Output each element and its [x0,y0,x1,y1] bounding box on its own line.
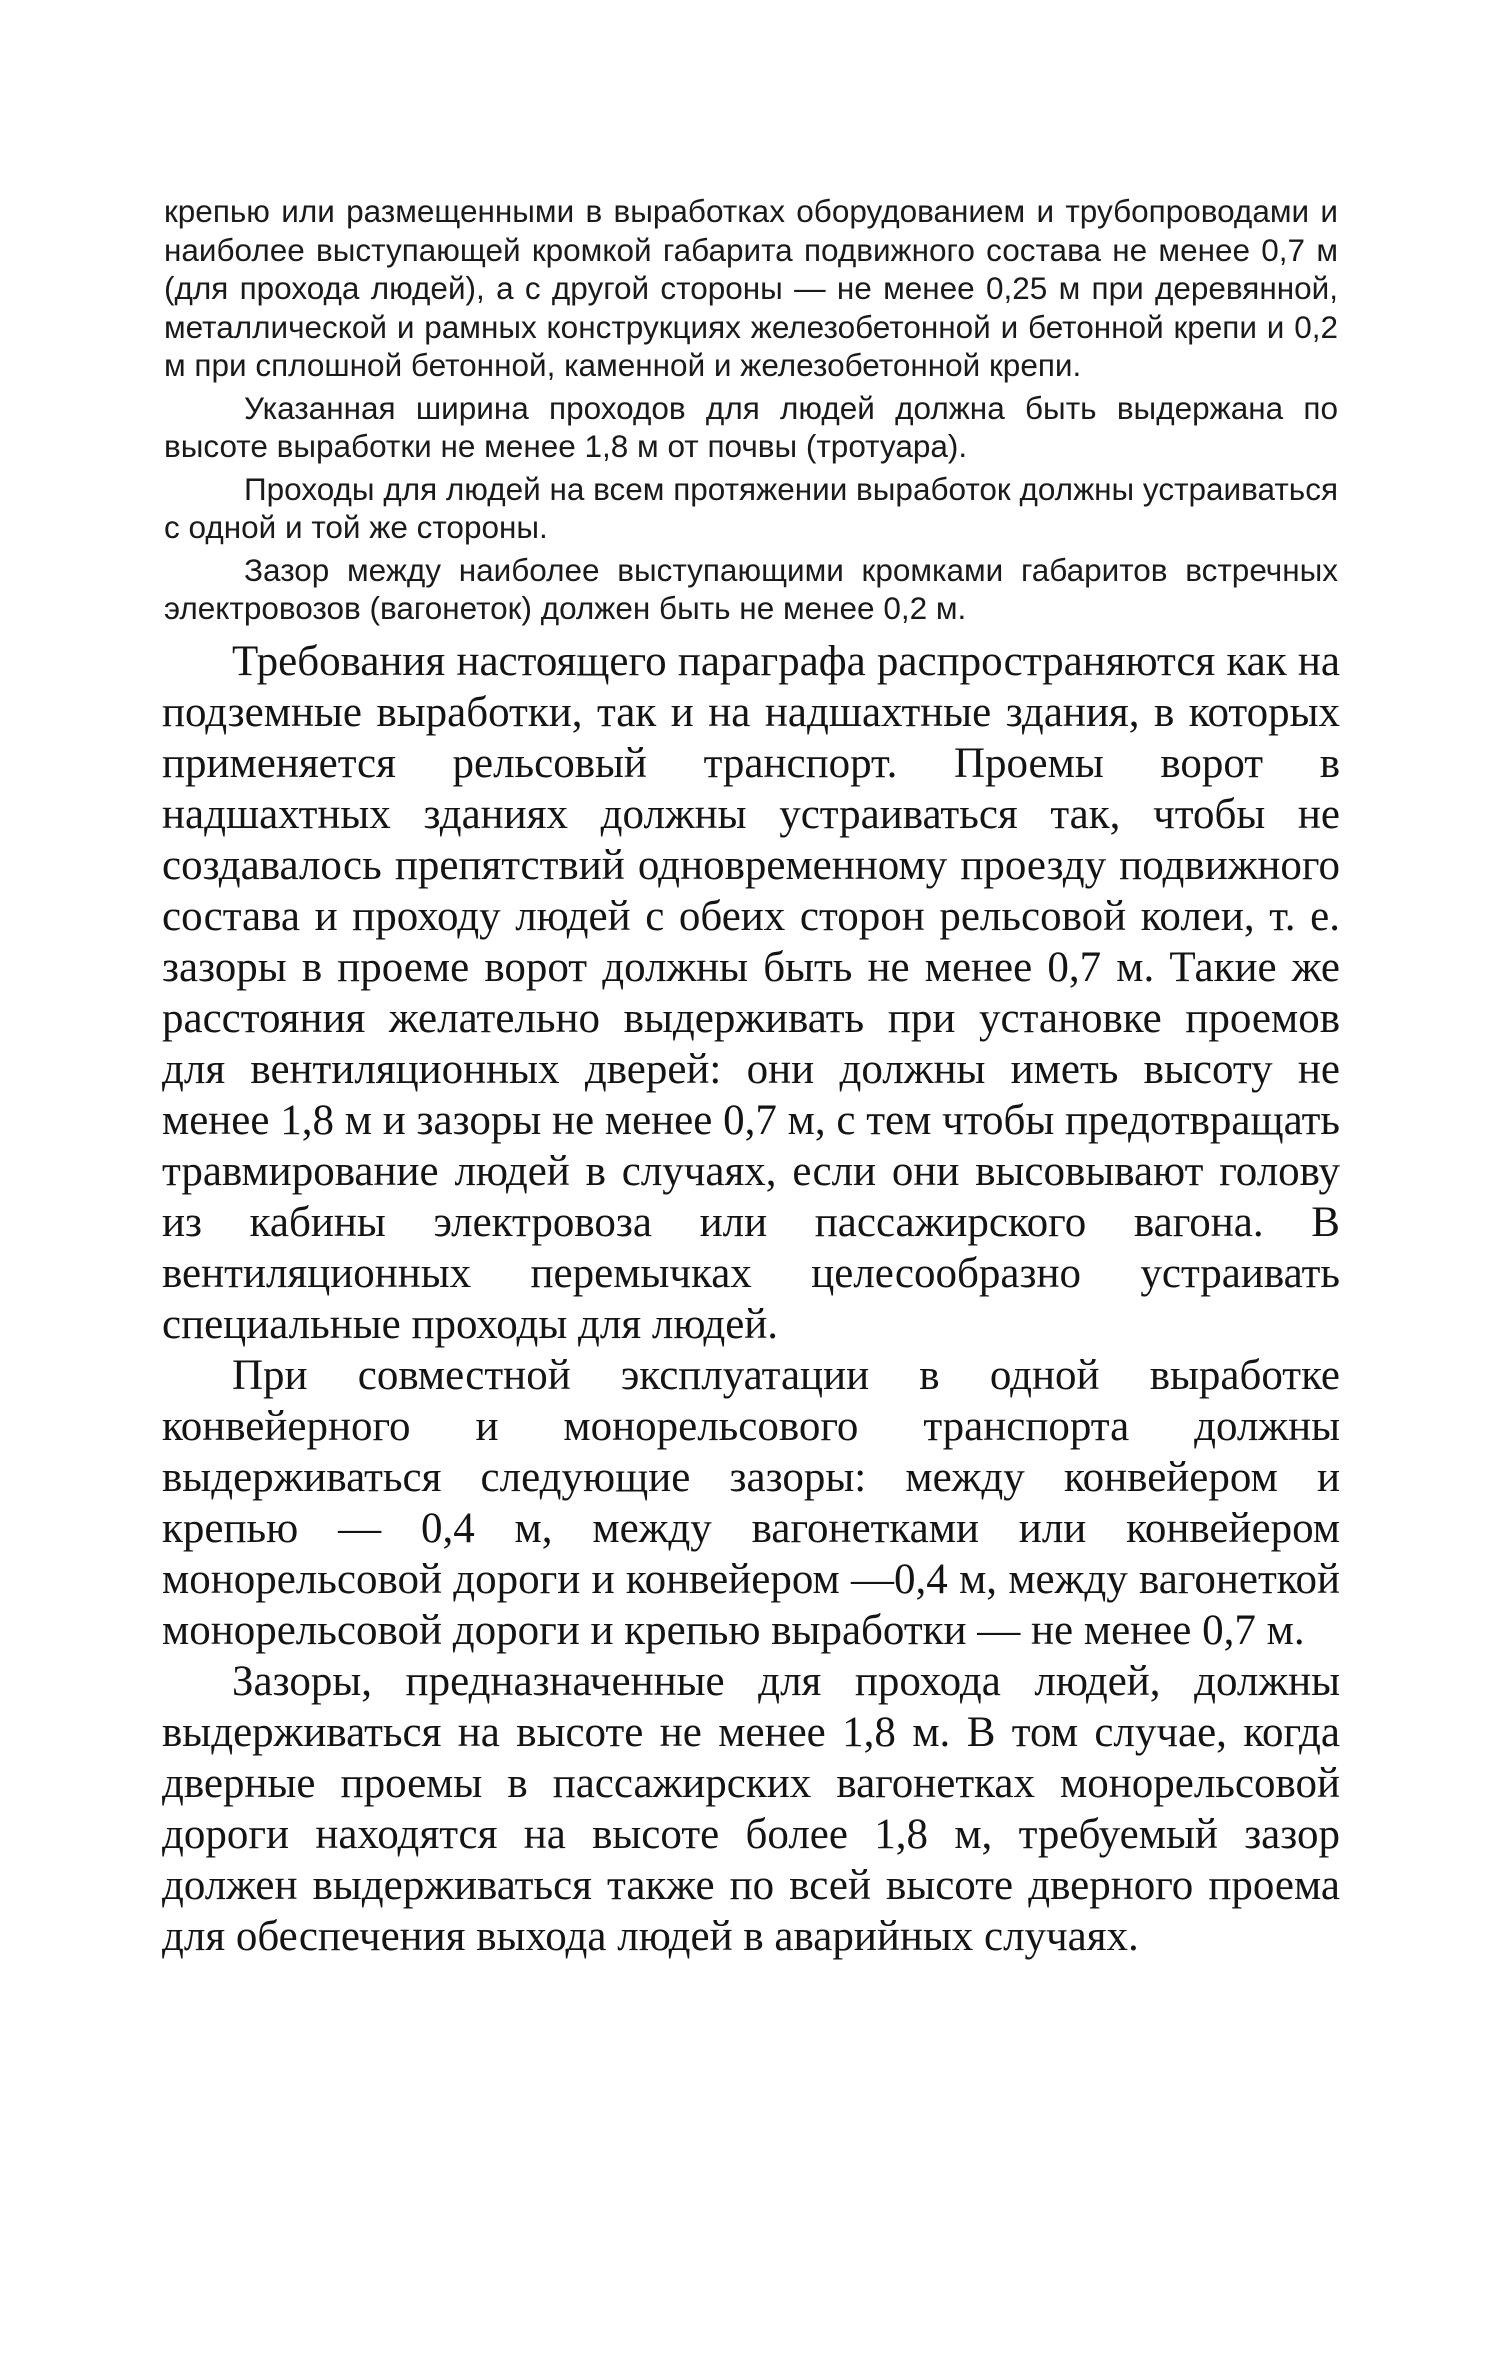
rule-paragraph: Зазор между наиболее выступающими кромками габаритов встречных электровозов (вагонеток) должен быть не менее 0,2 м. [164,551,1338,626]
commentary-paragraph: Требования настоящего параграфа распространяются как на подземные выработки, так и на надшахтные здания, в которых применяется рельсовый транспорт. Проемы ворот в надшахтных зданиях должны устраиваться так, чтобы не создавалось препятствий одновременному проезду подвижного состава и проходу людей с обеих сторон рельсовой колеи, т. е. зазоры в проеме ворот должны быть не менее 0,7 м. Такие же расстояния желательно выдерживать при установке проемов для вентиляционных дверей: они должны иметь высоту не менее 1,8 м и зазоры не менее 0,7 м, с тем чтобы предотвращать травмирование людей в случаях, если они высовывают голову из кабины электровоза или пассажирского вагона. В вентиляционных перемычках целесообразно устраивать специальные проходы для людей. [162,638,1340,1348]
rule-paragraph: Проходы для людей на всем протяжении выработок должны устраиваться с одной и той же стороны. [164,470,1338,545]
rule-paragraph: Указанная ширина проходов для людей должна быть выдержана по высоте выработки не менее 1,8 м от почвы (тротуара). [164,389,1338,464]
rule-paragraph-continuation: крепью или размещенными в выработках оборудованием и трубопроводами и наиболее выступающей кромкой габарита подвижного состава не менее 0,7 м (для прохода людей), а с другой стороны — не менее 0,25 м при деревянной, металлической и рамных конструкциях железобетонной и бетонной крепи и 0,2 м при сплошной бетонной, каменной и железобетонной крепи. [164,193,1338,383]
commentary-text-block [162,636,1340,1962]
rule-text-block [164,192,1338,628]
commentary-paragraph: При совместной эксплуатации в одной выработке конвейерного и монорельсового транспорта должны выдерживаться следующие зазоры: между конвейером и крепью — 0,4 м, между вагонетками или конвейером монорельсовой дороги и конвейером —0,4 м, между вагонеткой монорельсовой дороги и крепью выработки — не менее 0,7 м. [162,1352,1340,1654]
commentary-paragraph: Зазоры, предназначенные для прохода людей, должны выдерживаться на высоте не менее 1,8 м. В том случае, когда дверные проемы в пассажирских вагонетках монорельсовой дороги находятся на высоте более 1,8 м, требуемый зазор должен выдерживаться также по всей высоте дверного проема для обеспечения выхода людей в аварийных случаях. [162,1658,1340,1960]
